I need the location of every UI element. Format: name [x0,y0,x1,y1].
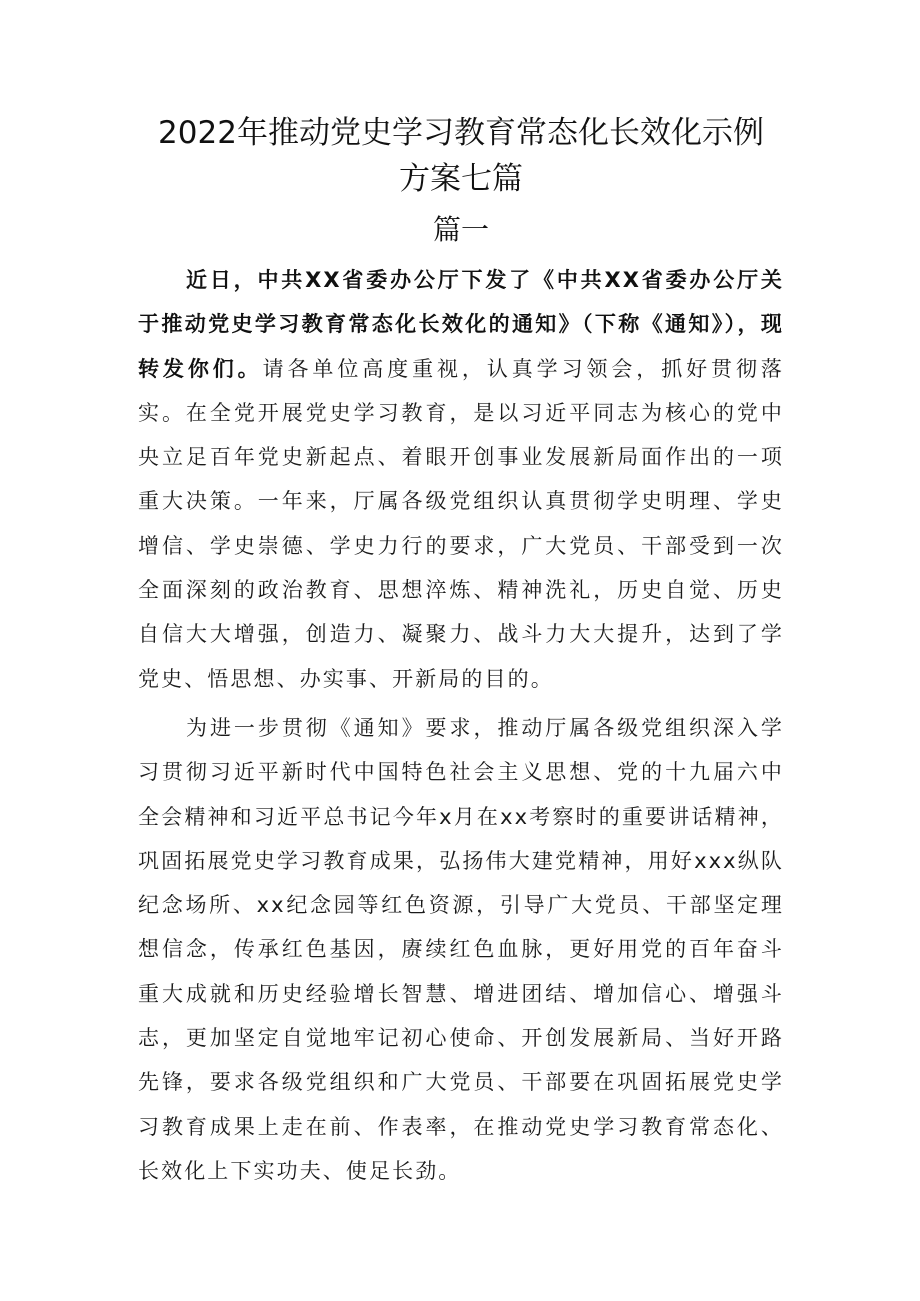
paragraph-1-lead: 近日，中共XX省委办公厅下发了《中共XX省委办公厅关于推动党史学习教育常态化长效化的通知》（下称《通知》），现转发你们。 [138,268,784,381]
paragraph-1-body: 请各单位高度重视，认真学习领会，抓好贯彻落实。在全党开展党史学习教育，是以习近平同志为核心的党中央立足百年党史新起点、着眼开创事业发展新局面作出的一项重大决策。一年来，厅属各级党组织认真贯彻学史明理、学史增信、学史崇德、学史力行的要求，广大党员、干部受到一次全面深刻的政治教育、思想淬炼、精神洗礼，历史自觉、历史自信大大增强，创造力、凝聚力、战斗力大大提升，达到了学党史、悟思想、办实事、开新局的目的。 [138,356,784,691]
section-heading: 篇一 [432,213,489,246]
document-title-line-2: 方案七篇 [399,161,523,197]
document-title-line-1: 2022年推动党史学习教育常态化长效化示例 [158,115,764,151]
paragraph-2-body: 为进一步贯彻《通知》要求，推动厅属各级党组织深入学习贯彻习近平新时代中国特色社会主义思想、党的十九届六中全会精神和习近平总书记今年x月在xx考察时的重要讲话精神，巩固拓展党史学习教育成果，弘扬伟大建党精神，用好xxx纵队纪念场所、xx纪念园等红色资源，引导广大党员、干部坚定理想信念，传承红色基因，赓续红色血脉，更好用党的百年奋斗重大成就和历史经验增长智慧、增进团结、增加信心、增强斗志，更加坚定自觉地牢记初心使命、开创发展新局、当好开路先锋，要求各级党组织和广大党员、干部要在巩固拓展党史学习教育成果上走在前、作表率，在推动党史学习教育常态化、长效化上下实功夫、使足长劲。 [138,716,784,1183]
paragraph-2 [138,706,784,1193]
paragraph-1 [138,258,784,701]
